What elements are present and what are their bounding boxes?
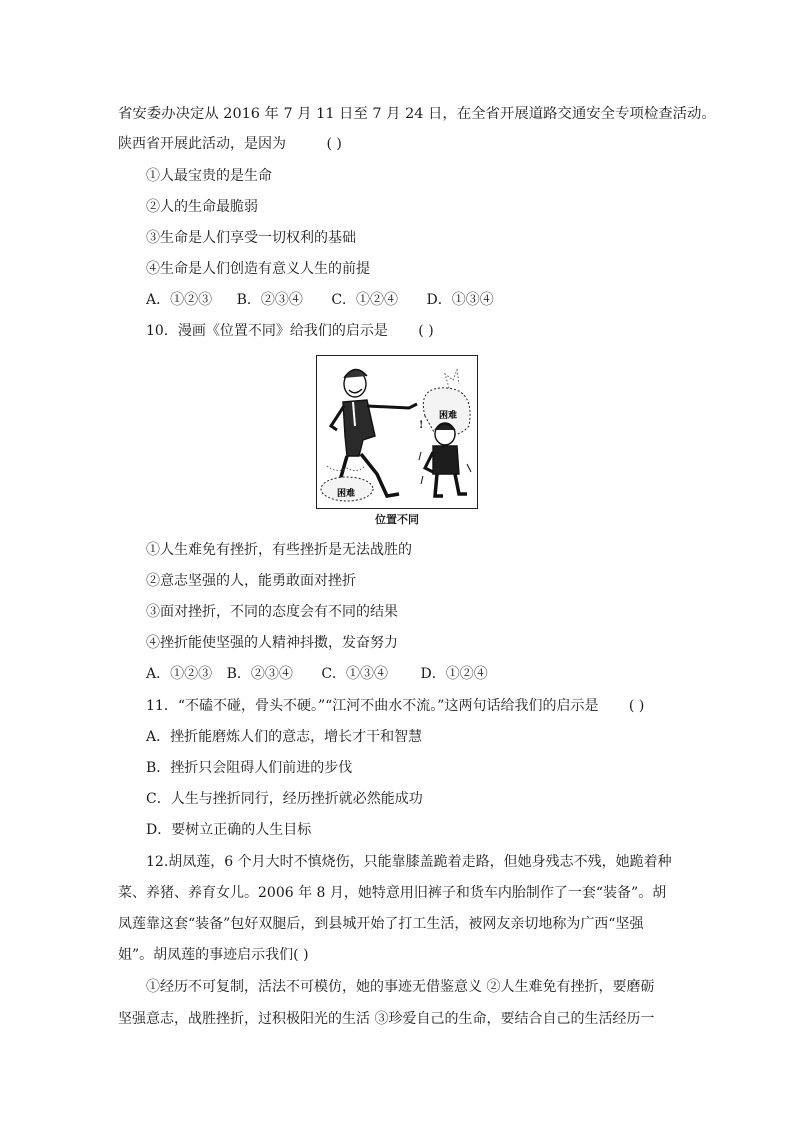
q10-stem-text: 10．漫画《位置不同》给我们的启示是 <box>146 323 388 339</box>
q10-option-c: C．①③④ <box>321 666 389 682</box>
q9-answer-bracket: ( ) <box>326 136 342 152</box>
q11-option-b: B．挫折只会阻碍人们前进的步伐 <box>146 760 353 776</box>
q10-statement-4: ④挫折能使坚强的人精神抖擞，发奋努力 <box>146 635 398 651</box>
q12-line-2: 菜、养猪、养育女儿。2006 年 8 月，她特意用旧裤子和货车内胎制作了一套“装备”。胡 <box>118 885 667 901</box>
q9-stem-text: 陕西省开展此活动，是因为 <box>118 136 286 152</box>
q9-options <box>146 290 494 310</box>
q9-option-d: D．①③④ <box>426 292 494 308</box>
cartoon-illustration <box>317 356 476 507</box>
q10-statement-2: ②意志坚强的人，能勇敢面对挫折 <box>146 573 356 589</box>
q10-option-a: A．①②③ <box>146 666 213 682</box>
q10-answer-bracket: ( ) <box>418 323 434 339</box>
q9-stem-line-1: 省安委办决定从 2016 年 7 月 11 日至 7 月 24 日，在全省开展道路交通安全专项检查活动。 <box>118 106 716 122</box>
cartoon-label-top: 困难 <box>439 411 458 421</box>
q9-statement-4: ④生命是人们创造有意义人生的前提 <box>146 261 370 277</box>
q11-option-d: D．要树立正确的人生目标 <box>146 822 312 838</box>
q11-option-c: C．人生与挫折同行，经历挫折就必然能成功 <box>146 791 423 807</box>
q9-stem-line-2 <box>118 134 342 154</box>
q9-option-c: C．①②④ <box>331 292 399 308</box>
q9-statement-3: ③生命是人们享受一切权利的基础 <box>146 230 356 246</box>
cartoon-label-bottom: 困难 <box>337 489 356 499</box>
q12-line-3: 凤莲靠这套“装备”包好双腿后，到县城开始了打工生活，被网友亲切地称为广西“坚强 <box>118 916 644 932</box>
q9-statement-1: ①人最宝贵的是生命 <box>146 168 272 184</box>
q10-option-b: B．②③④ <box>226 666 293 682</box>
q11-stem <box>146 696 644 716</box>
cartoon-caption: 位置不同 <box>375 513 419 526</box>
q10-option-d: D．①②④ <box>420 666 488 682</box>
q9-statement-2: ②人的生命最脆弱 <box>146 199 258 215</box>
q10-statement-3: ③面对挫折，不同的态度会有不同的结果 <box>146 604 398 620</box>
q12-line-1: 12.胡凤莲，6 个月大时不慎烧伤，只能靠膝盖跪着走路，但她身残志不残，她跪着种 <box>146 854 672 870</box>
svg-text:!: ! <box>419 420 424 431</box>
cartoon-figure <box>316 355 478 509</box>
q12-line-6: 坚强意志，战胜挫折，过积极阳光的生活 ③珍爱自己的生命，要结合自己的生活经历一 <box>118 1011 655 1027</box>
q11-answer-bracket: ( ) <box>628 698 645 714</box>
q10-stem <box>146 321 434 341</box>
q12-line-4: 姐”。胡凤莲的事迹启示我们( ) <box>118 947 309 963</box>
q9-option-a: A．①②③ <box>146 292 213 308</box>
q10-statement-1: ①人生难免有挫折，有些挫折是无法战胜的 <box>146 542 412 558</box>
q12-line-5: ①经历不可复制，活法不可模仿，她的事迹无借鉴意义 ②人生难免有挫折，要磨砺 <box>146 979 655 995</box>
q9-option-b: B．②③④ <box>236 292 303 308</box>
q11-option-a: A．挫折能磨炼人们的意志，增长才干和智慧 <box>146 729 423 745</box>
q10-options <box>146 664 488 684</box>
q11-stem-text: 11．“不磕不碰，骨头不硬。”“江河不曲水不流。”这两句话给我们的启示是 <box>146 698 599 714</box>
